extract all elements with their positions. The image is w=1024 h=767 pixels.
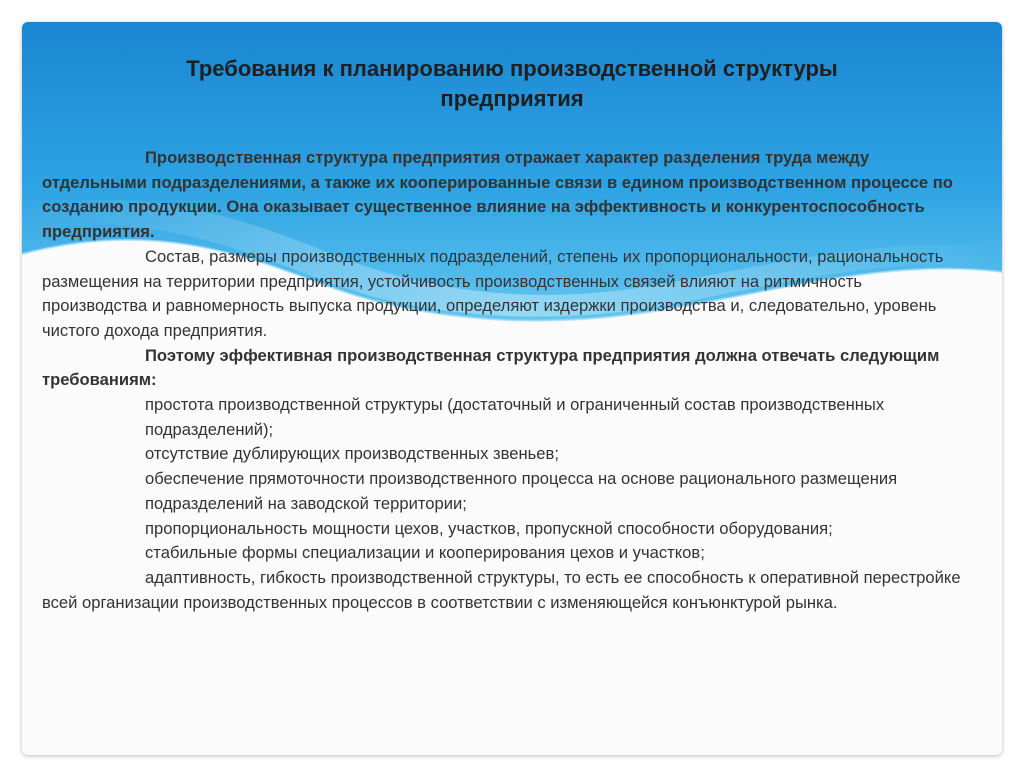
requirement-direct-flow: обеспечение прямоточности производственного процесса на основе рационального размещения подразделений на заводской территории; — [145, 469, 898, 513]
slide-body — [42, 146, 962, 615]
paragraph-requirements-intro: Поэтому эффективная производственная структура предприятия должна отвечать следующим требованиям: — [42, 345, 940, 390]
title-line-2: предприятия — [440, 86, 584, 111]
paragraph-composition: Состав, размеры производственных подразделений, степень их пропорциональности, рациональность размещения на территории предприятия, устойчивость производственных связей влияют на ритмичность производства и равномерность выпуска продукции, определяют издержки производства и, следовательно, уровень чистого дохода предприятия. — [42, 246, 944, 340]
requirement-proportionality: пропорциональность мощности цехов, участков, пропускной способности оборудования; — [145, 518, 833, 538]
requirement-no-duplication: отсутствие дублирующих производственных звеньев; — [145, 444, 559, 464]
paragraph-definition: Производственная структура предприятия отражает характер разделения труда между отдельными подразделениями, а также их кооперированные связи в едином производственном процессе по созданию продукции. Она оказывает существенное влияние на эффективность и конкурентоспособность предприятия. — [42, 148, 953, 242]
requirement-simplicity: простота производственной структуры (достаточный и ограниченный состав производственных подразделений); — [145, 395, 885, 439]
slide-title — [62, 54, 962, 114]
requirement-stable-forms: стабильные формы специализации и кооперирования цехов и участков; — [145, 543, 705, 563]
slide-frame — [22, 22, 1002, 755]
title-line-1: Требования к планированию производственной структуры — [186, 56, 838, 81]
requirement-adaptivity: адаптивность, гибкость производственной структуры, то есть ее способность к оперативной перестройке всей организации производственных процессов в соответствии с изменяющейся конъюнктурой рынка. — [42, 567, 961, 612]
